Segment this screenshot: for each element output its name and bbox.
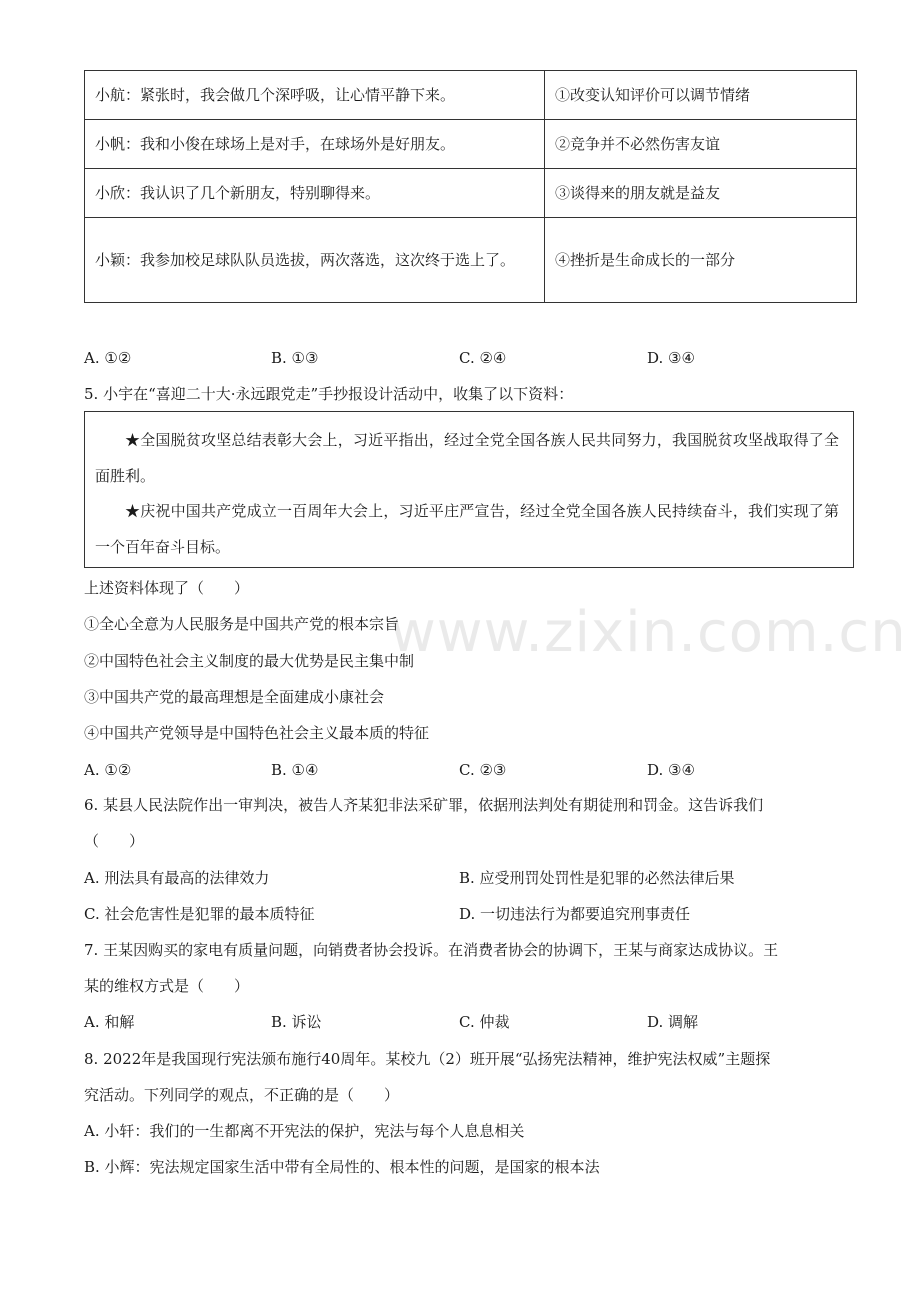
table-row [85, 120, 857, 169]
q7-option-c[interactable]: C. 仲裁 [459, 1013, 510, 1031]
q6-option-b[interactable]: B. 应受刑罚处罚性是犯罪的必然法律后果 [459, 869, 735, 887]
q8-stem-line-2: 究活动。下列同学的观点，不正确的是（ ） [84, 1086, 400, 1104]
q8-option-a[interactable]: A. 小轩：我们的一生都离不开宪法的保护，宪法与每个人息息相关 [84, 1122, 525, 1140]
table-row [85, 218, 857, 303]
q5-statement-2: ②中国特色社会主义制度的最大优势是民主集中制 [84, 652, 415, 670]
q7-option-d[interactable]: D. 调解 [647, 1013, 699, 1031]
q4-option-c[interactable]: C. ②④ [459, 349, 507, 367]
table-cell-conclusion: ①改变认知评价可以调节情绪 [545, 71, 857, 120]
q5-material-paragraph-2: ★庆祝中国共产党成立一百周年大会上，习近平庄严宣告，经过全党全国各族人民持续奋斗，我们实现了第一个百年奋斗目标。 [95, 502, 839, 556]
table-cell-statement: 小航：紧张时，我会做几个深呼吸，让心情平静下来。 [85, 71, 545, 120]
q5-option-c[interactable]: C. ②③ [459, 761, 507, 779]
q5-option-a[interactable]: A. ①② [84, 761, 132, 779]
q5-stem: 5. 小宇在“喜迎二十大·永远跟党走”手抄报设计活动中，收集了以下资料： [84, 385, 574, 403]
q6-option-a[interactable]: A. 刑法具有最高的法律效力 [84, 869, 270, 887]
q7-stem-line-1: 7. 王某因购买的家电有质量问题，向销费者协会投诉。在消费者协会的协调下，王某与商家达成协议。王 [84, 941, 779, 959]
q4-option-d[interactable]: D. ③④ [647, 349, 695, 367]
q6-option-d[interactable]: D. 一切违法行为都要追究刑事责任 [459, 905, 691, 923]
table-cell-statement: 小帆：我和小俊在球场上是对手，在球场外是好朋友。 [85, 120, 545, 169]
table-row [85, 169, 857, 218]
q7-option-a[interactable]: A. 和解 [84, 1013, 135, 1031]
table-cell-statement: 小欣：我认识了几个新朋友，特别聊得来。 [85, 169, 545, 218]
q8-option-b[interactable]: B. 小辉：宪法规定国家生活中带有全局性的、根本性的问题，是国家的根本法 [84, 1158, 600, 1176]
q5-statement-1: ①全心全意为人民服务是中国共产党的根本宗旨 [84, 615, 400, 633]
q4-option-a[interactable]: A. ①② [84, 349, 132, 367]
q6-stem-line-2: （ ） [84, 832, 145, 850]
q5-option-d[interactable]: D. ③④ [647, 761, 695, 779]
q7-stem-line-2: 某的维权方式是（ ） [84, 977, 250, 995]
q5-material-box [84, 411, 854, 568]
q5-statement-4: ④中国共产党领导是中国特色社会主义最本质的特征 [84, 724, 430, 742]
table-row [85, 71, 857, 120]
q8-stem-line-1: 8. 2022年是我国现行宪法颁布施行40周年。某校九（2）班开展“弘扬宪法精神，维护宪法权威”主题探 [84, 1050, 771, 1068]
q5-statement-3: ③中国共产党的最高理想是全面建成小康社会 [84, 688, 385, 706]
matching-table [84, 70, 857, 303]
q7-option-b[interactable]: B. 诉讼 [271, 1013, 322, 1031]
table-cell-conclusion: ④挫折是生命成长的一部分 [545, 218, 857, 303]
table-cell-conclusion: ③谈得来的朋友就是益友 [545, 169, 857, 218]
q6-option-c[interactable]: C. 社会危害性是犯罪的最本质特征 [84, 905, 315, 923]
q5-option-b[interactable]: B. ①④ [271, 761, 319, 779]
table-cell-conclusion: ②竞争并不必然伤害友谊 [545, 120, 857, 169]
q4-option-b[interactable]: B. ①③ [271, 349, 319, 367]
q5-question: 上述资料体现了（ ） [84, 579, 250, 597]
q5-material-paragraph-1: ★全国脱贫攻坚总结表彰大会上，习近平指出，经过全党全国各族人民共同努力，我国脱贫攻坚战取得了全面胜利。 [95, 431, 839, 485]
table-cell-statement: 小颖：我参加校足球队队员选拔，两次落选，这次终于选上了。 [85, 218, 545, 303]
watermark-text: www.zixin.com.cn [390, 600, 907, 665]
q6-stem-line-1: 6. 某县人民法院作出一审判决，被告人齐某犯非法采矿罪，依据刑法判处有期徒刑和罚金。这告诉我们 [84, 796, 764, 814]
